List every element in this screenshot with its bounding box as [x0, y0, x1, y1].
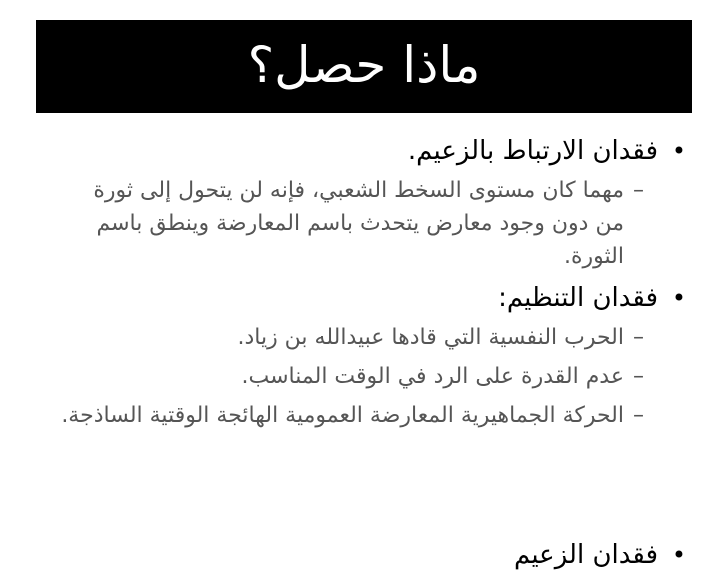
sub-item [58, 174, 692, 273]
sub-text: الحرب النفسية التي قادها عبيدالله بن زياد. [237, 325, 624, 350]
cut-off-bullet-row [0, 530, 728, 570]
slide-content [58, 132, 692, 438]
sub-list [58, 321, 692, 432]
bullet-marker: • [671, 284, 686, 312]
bullet-text: فقدان الزعيم [514, 540, 658, 570]
sub-marker: – [633, 178, 644, 203]
sub-list [58, 174, 692, 273]
bullet-text: فقدان التنظيم: [498, 283, 658, 313]
sub-item [58, 399, 692, 432]
bullet-text: فقدان الارتباط بالزعيم. [407, 136, 658, 166]
sub-marker: – [633, 325, 644, 350]
sub-marker: – [633, 403, 644, 428]
sub-item [58, 360, 692, 393]
sub-list-container [58, 321, 692, 432]
bullet-marker: • [671, 137, 686, 165]
bullet-marker: • [671, 541, 686, 569]
sub-item [58, 321, 692, 354]
sub-text: الحركة الجماهيرية المعارضة العمومية الهائجة الوقتية الساذجة. [61, 403, 624, 428]
sub-marker: – [633, 364, 644, 389]
sub-text: عدم القدرة على الرد في الوقت المناسب. [241, 364, 624, 389]
bullet-item [58, 132, 692, 170]
sub-text: مهما كان مستوى السخط الشعبي، فإنه لن يتحول إلى ثورة من دون وجود معارض يتحدث باسم المعارضة وينطق باسم الثورة. [93, 178, 624, 269]
slide-title: ماذا حصل؟ [247, 35, 481, 94]
bullet-list [58, 132, 692, 432]
sub-list-container [58, 174, 692, 273]
bullet-item [58, 279, 692, 317]
slide-title-bar [36, 20, 692, 113]
